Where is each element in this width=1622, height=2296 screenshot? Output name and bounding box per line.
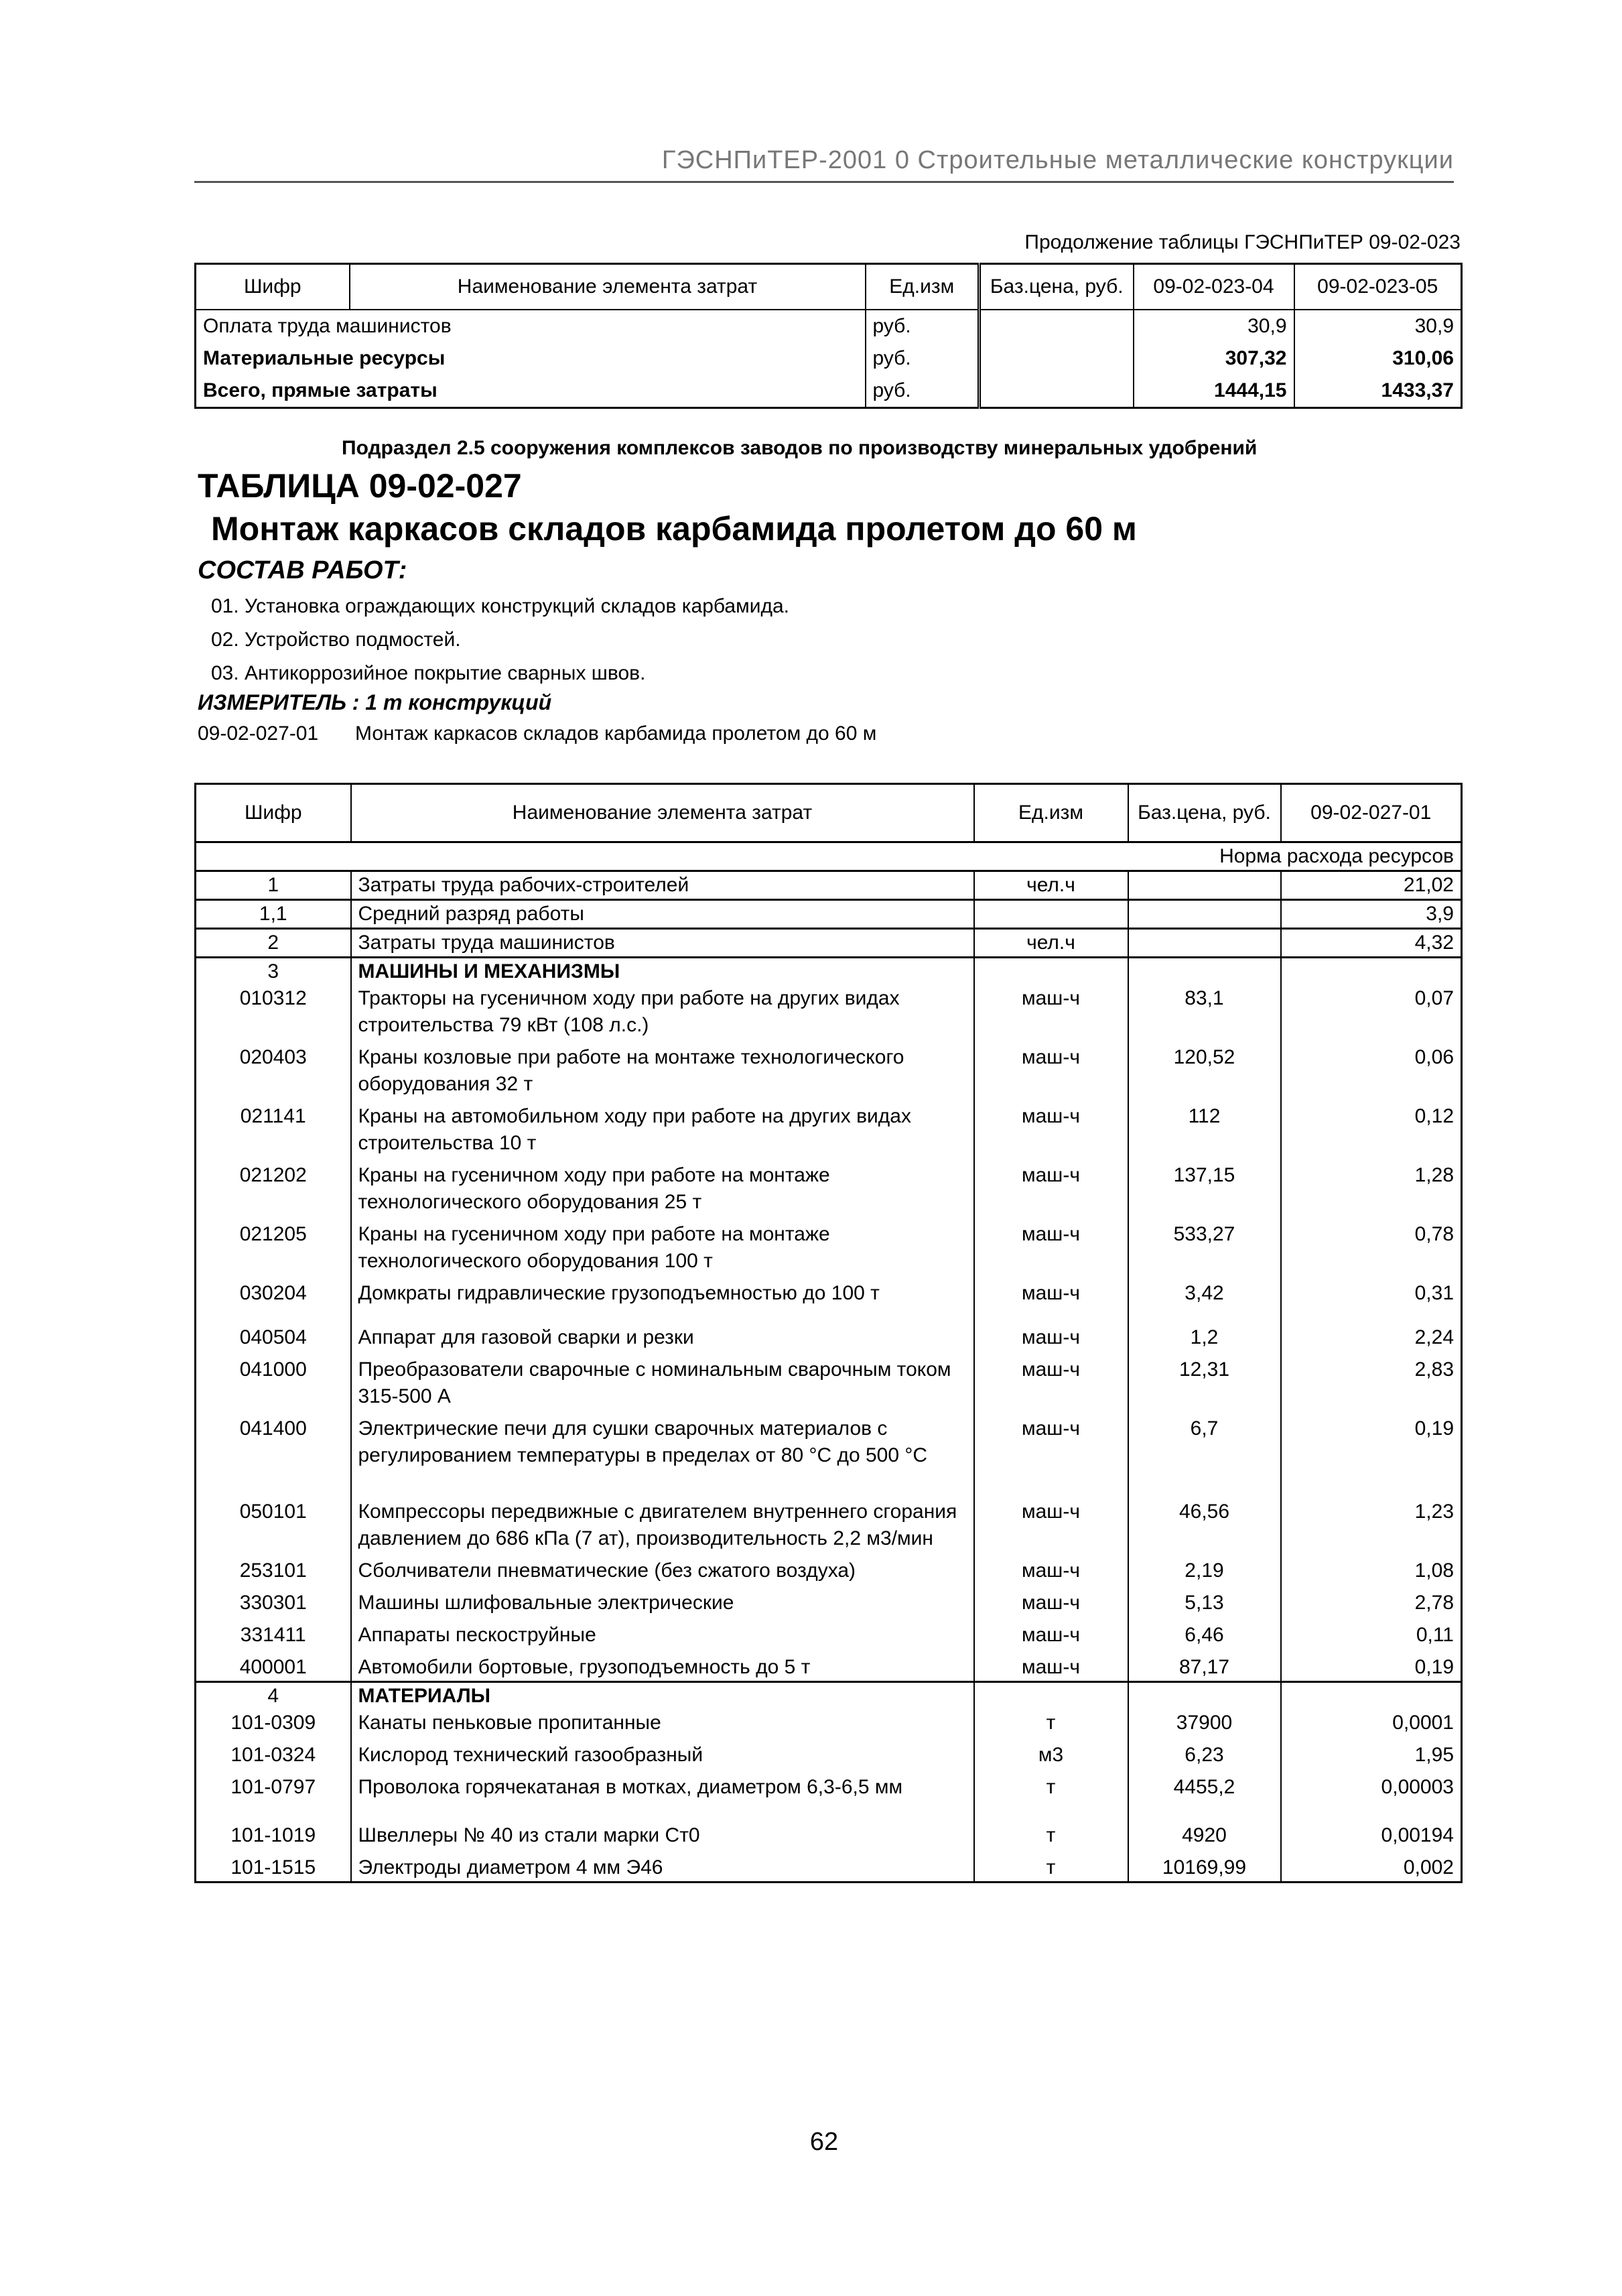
cell-unit: маш-ч [974,1410,1128,1493]
cell-price: 533,27 [1128,1216,1281,1275]
header-code: Шифр [196,264,350,310]
cell-v2: 30,9 [1294,310,1462,342]
cell-price: 3,42 [1128,1275,1281,1319]
cell-unit: руб. [866,375,979,408]
header-price: Баз.цена, руб. [979,264,1134,310]
cell-value: 4,32 [1281,929,1462,958]
table-title: Монтаж каркасов складов карбамида пролетом до 60 м [211,510,1137,548]
cell-value: 0,19 [1281,1649,1462,1682]
cell-value [1281,958,1462,986]
cell-price [1128,871,1281,900]
header-col-04: 09-02-023-04 [1134,264,1294,310]
cell-code: 041400 [196,1410,351,1493]
cell-value: 1,95 [1281,1736,1462,1769]
cell-code: 4 [196,1682,351,1710]
cell-unit [974,958,1128,986]
cell-unit: маш-ч [974,985,1128,1039]
continuation-caption: Продолжение таблицы ГЭСНПиТЕР 09-02-023 [1024,231,1461,253]
cell-price [1128,1682,1281,1710]
cell-unit: т [974,1769,1128,1817]
cell-code: 021202 [196,1157,351,1216]
cell-name: Преобразователи сварочные с номинальным сварочным током 315-500 А [351,1351,974,1410]
resource-row [196,1849,1462,1883]
cell-price: 4455,2 [1128,1769,1281,1817]
cell-name: Краны на автомобильном ходу при работе на других видах строительства 10 т [351,1098,974,1157]
resource-row [196,1649,1462,1682]
cell-value: 0,0001 [1281,1710,1462,1736]
cell-value: 1,23 [1281,1493,1462,1552]
resources-table [194,783,1463,1883]
cell-unit: маш-ч [974,1098,1128,1157]
composition-heading: СОСТАВ РАБОТ: [198,556,407,584]
cell-price: 87,17 [1128,1649,1281,1682]
cell-price: 120,52 [1128,1039,1281,1098]
cell-value: 1,28 [1281,1157,1462,1216]
cell-value: 0,06 [1281,1039,1462,1098]
page-number: 62 [809,2128,839,2156]
cell-value: 0,00194 [1281,1817,1462,1849]
cell-name: Компрессоры передвижные с двигателем внутреннего сгорания давлением до 686 кПа (7 ат), производительность 2,2 м3/мин [351,1493,974,1552]
resource-row [196,1584,1462,1616]
cell-name: Краны на гусеничном ходу при работе на монтаже технологического оборудования 25 т [351,1157,974,1216]
resource-row [196,1275,1462,1319]
resource-row [196,1493,1462,1552]
subsection-title: Подраздел 2.5 сооружения комплексов заводов по производству минеральных удобрений [342,437,1258,459]
header-unit: Ед.изм [974,784,1128,842]
cell-blank [979,375,1134,408]
cell-value: 0,12 [1281,1098,1462,1157]
cell-unit: маш-ч [974,1351,1128,1410]
cell-unit: маш-ч [974,1552,1128,1584]
header-norm-col: 09-02-027-01 [1281,784,1462,842]
cell-price: 6,46 [1128,1616,1281,1649]
cell-name: Тракторы на гусеничном ходу при работе на других видах строительства 79 кВт (108 л.с.) [351,985,974,1039]
header-code: Шифр [196,784,351,842]
resource-row [196,985,1462,1039]
cell-unit: т [974,1849,1128,1883]
cell-name: Кислород технический газообразный [351,1736,974,1769]
cell-code: 041000 [196,1351,351,1410]
norm-label: Норма расхода ресурсов [196,842,1462,871]
norm-label-row [196,842,1462,871]
resource-row [196,929,1462,958]
cell-name: Краны на гусеничном ходу при работе на монтаже технологического оборудования 100 т [351,1216,974,1275]
resource-row [196,1216,1462,1275]
cell-code: 040504 [196,1319,351,1351]
resource-row [196,1157,1462,1216]
cell-name: Материальные ресурсы [203,347,446,369]
cell-price: 83,1 [1128,985,1281,1039]
cell-name: МАТЕРИАЛЫ [351,1682,974,1710]
resource-row [196,1351,1462,1410]
cell-v1: 30,9 [1134,310,1294,342]
continuation-row [196,310,1462,342]
cell-value: 0,07 [1281,985,1462,1039]
cell-code: 1,1 [196,900,351,929]
resource-row [196,871,1462,900]
cell-value: 2,83 [1281,1351,1462,1410]
table-code: ТАБЛИЦА 09-02-027 [198,467,522,505]
cell-value: 0,19 [1281,1410,1462,1493]
cell-price: 10169,99 [1128,1849,1281,1883]
continuation-header-row [196,264,1462,310]
measure-unit: ИЗМЕРИТЕЛЬ : 1 т конструкций [198,690,552,714]
cell-unit: маш-ч [974,1616,1128,1649]
cell-code: 021141 [196,1098,351,1157]
cell-price: 37900 [1128,1710,1281,1736]
cell-code: 400001 [196,1649,351,1682]
resource-row [196,1410,1462,1493]
resource-row [196,900,1462,929]
cell-code: 3 [196,958,351,986]
cell-name: Затраты труда машинистов [351,929,974,958]
cell-code: 020403 [196,1039,351,1098]
cell-value: 2,24 [1281,1319,1462,1351]
cell-code: 253101 [196,1552,351,1584]
cell-unit: м3 [974,1736,1128,1769]
cell-v1: 1444,15 [1134,375,1294,408]
cell-unit [974,900,1128,929]
cell-code: 101-0324 [196,1736,351,1769]
cell-code: 331411 [196,1616,351,1649]
section-row [196,1682,1462,1710]
cell-name: Аппараты пескоструйные [351,1616,974,1649]
header-unit: Ед.изм [866,264,979,310]
resource-row [196,1039,1462,1098]
cell-price: 12,31 [1128,1351,1281,1410]
continuation-row [196,375,1462,408]
cell-name: МАШИНЫ И МЕХАНИЗМЫ [351,958,974,986]
cell-value [1281,1682,1462,1710]
cell-name: Проволока горячекатаная в мотках, диаметром 6,3-6,5 мм [351,1769,974,1817]
cell-v2: 1433,37 [1294,375,1462,408]
cell-name: Машины шлифовальные электрические [351,1584,974,1616]
cell-name: Электрические печи для сушки сварочных материалов с регулированием температуры в пределах от 80 °С до 500 °С [351,1410,974,1493]
resource-row [196,1098,1462,1157]
cell-price: 2,19 [1128,1552,1281,1584]
cell-code: 101-0309 [196,1710,351,1736]
resource-row [196,1817,1462,1849]
work-item: 03. Антикоррозийное покрытие сварных швов. [211,662,646,684]
resource-row [196,1616,1462,1649]
cell-code: 101-1019 [196,1817,351,1849]
cell-unit: маш-ч [974,1584,1128,1616]
cell-value: 1,08 [1281,1552,1462,1584]
cell-unit: руб. [866,310,979,342]
cell-v1: 307,32 [1134,342,1294,375]
cell-name: Оплата труда машинистов [196,310,866,342]
cell-price: 112 [1128,1098,1281,1157]
cell-blank [979,310,1134,342]
resource-row [196,1736,1462,1769]
cell-unit: маш-ч [974,1275,1128,1319]
cell-unit: маш-ч [974,1216,1128,1275]
cell-name: Краны козловые при работе на монтаже технологического оборудования 32 т [351,1039,974,1098]
cell-name: Домкраты гидравлические грузоподъемностью до 100 т [351,1275,974,1319]
cell-name: Аппарат для газовой сварки и резки [351,1319,974,1351]
cell-unit: чел.ч [974,871,1128,900]
cell-name: Средний разряд работы [351,900,974,929]
cell-code: 050101 [196,1493,351,1552]
continuation-row [196,342,1462,375]
cell-price: 6,23 [1128,1736,1281,1769]
resource-row [196,1769,1462,1817]
running-header: ГЭСНПиТЕР-2001 0 Строительные металлические конструкции [661,146,1454,174]
cell-name: Затраты труда рабочих-строителей [351,871,974,900]
cell-unit: маш-ч [974,1157,1128,1216]
cell-unit: т [974,1710,1128,1736]
cell-code: 030204 [196,1275,351,1319]
header-col-05: 09-02-023-05 [1294,264,1462,310]
cell-unit: т [974,1817,1128,1849]
cell-name: Всего, прямые затраты [203,379,437,401]
cell-value: 0,00003 [1281,1769,1462,1817]
work-item: 02. Устройство подмостей. [211,629,461,651]
cell-unit: маш-ч [974,1039,1128,1098]
cell-value: 0,002 [1281,1849,1462,1883]
cell-price [1128,900,1281,929]
cell-code: 101-0797 [196,1769,351,1817]
cell-price: 137,15 [1128,1157,1281,1216]
resource-row [196,1710,1462,1736]
cell-value: 2,78 [1281,1584,1462,1616]
cell-unit: чел.ч [974,929,1128,958]
resources-header-row [196,784,1462,842]
cell-price: 4920 [1128,1817,1281,1849]
cell-name: Электроды диаметром 4 мм Э46 [351,1849,974,1883]
cell-price [1128,929,1281,958]
cell-code: 021205 [196,1216,351,1275]
cell-unit: руб. [866,342,979,375]
cell-code: 010312 [196,985,351,1039]
cell-value: 0,78 [1281,1216,1462,1275]
cell-unit [974,1682,1128,1710]
cell-value: 0,11 [1281,1616,1462,1649]
cell-unit: маш-ч [974,1649,1128,1682]
cell-unit: маш-ч [974,1493,1128,1552]
resource-row [196,1552,1462,1584]
cell-unit: маш-ч [974,1319,1128,1351]
cell-code: 101-1515 [196,1849,351,1883]
item-code: 09-02-027-01 [198,722,319,745]
item-line [198,722,876,745]
continuation-table [194,263,1463,409]
cell-v2: 310,06 [1294,342,1462,375]
header-rule [194,181,1454,183]
cell-name: Автомобили бортовые, грузоподъемность до 5 т [351,1649,974,1682]
cell-blank [979,342,1134,375]
cell-name: Сболчиватели пневматические (без сжатого воздуха) [351,1552,974,1584]
cell-value: 21,02 [1281,871,1462,900]
header-name: Наименование элемента затрат [351,784,974,842]
cell-value: 3,9 [1281,900,1462,929]
cell-code: 1 [196,871,351,900]
resource-row [196,1319,1462,1351]
cell-name: Швеллеры № 40 из стали марки Ст0 [351,1817,974,1849]
cell-price: 46,56 [1128,1493,1281,1552]
cell-code: 2 [196,929,351,958]
header-name: Наименование элемента затрат [350,264,866,310]
cell-value: 0,31 [1281,1275,1462,1319]
cell-price: 1,2 [1128,1319,1281,1351]
cell-price: 6,7 [1128,1410,1281,1493]
section-row [196,958,1462,986]
cell-name: Канаты пеньковые пропитанные [351,1710,974,1736]
item-name: Монтаж каркасов складов карбамида пролетом до 60 м [355,722,877,745]
cell-price [1128,958,1281,986]
header-price: Баз.цена, руб. [1128,784,1281,842]
cell-code: 330301 [196,1584,351,1616]
work-item: 01. Установка ограждающих конструкций складов карбамида. [211,595,790,617]
work-list [211,590,789,690]
cell-price: 5,13 [1128,1584,1281,1616]
